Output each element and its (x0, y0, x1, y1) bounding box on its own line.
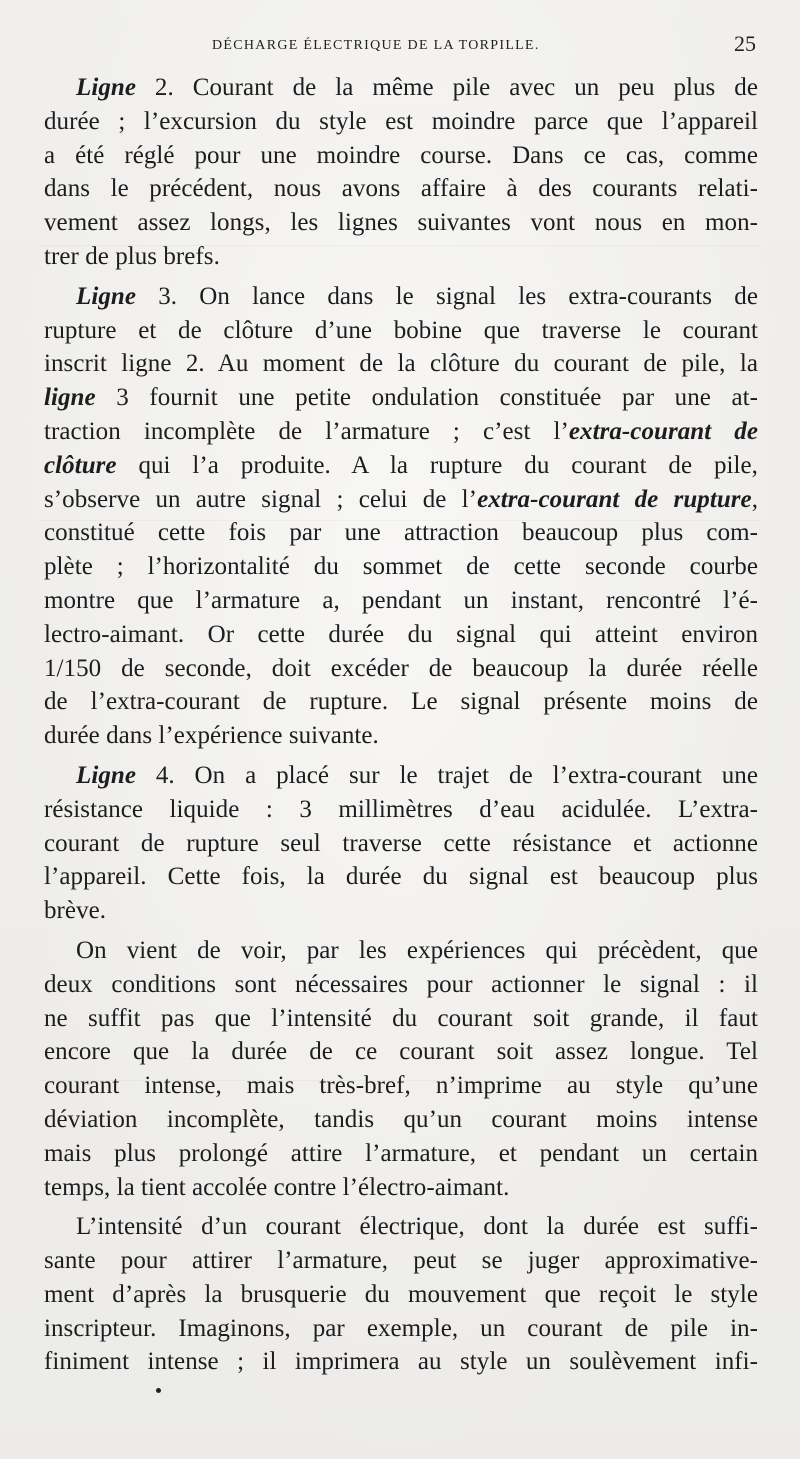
text-line (44, 685, 758, 719)
text-line (44, 550, 758, 584)
text-run: 4. On a placé sur le trajet de l’extra-courant une (135, 761, 758, 789)
text-run: de l’extra-courant de rupture. Le signal présente moins de (44, 688, 758, 716)
text-run: 3. On lance dans le signal les extra-courants de (135, 282, 758, 310)
text-line (44, 240, 758, 274)
text-line (44, 1035, 758, 1069)
text-line (44, 415, 758, 449)
text-run: 1/150 de seconde, doit excéder de beaucoup la durée réelle (44, 654, 758, 682)
text-run: rupture et de clôture d’une bobine que traverse le courant (44, 316, 758, 344)
text-line (44, 347, 758, 381)
text-line (44, 1312, 758, 1346)
text-run: 2. Courant de la même pile avec un peu plus de (135, 74, 758, 101)
text-run: montre que l’armature a, pendant un instant, rencontré l’é- (44, 586, 758, 614)
text-line (44, 280, 758, 314)
text-line (44, 1244, 758, 1278)
text-line (44, 719, 758, 753)
text-line (44, 1103, 758, 1137)
running-title: DÉCHARGE ÉLECTRIQUE DE LA TORPILLE. (212, 38, 540, 53)
text-line (44, 1278, 758, 1312)
text-line (44, 105, 758, 139)
italic-text: extra-courant de (568, 417, 759, 445)
text-line (44, 1002, 758, 1036)
text-run: finiment intense ; il imprimera au style un soulèvement infi- (44, 1348, 758, 1376)
italic-text: Ligne (76, 761, 136, 789)
text-line (44, 618, 758, 652)
italic-text: Ligne (76, 282, 136, 310)
text-run: a été réglé pour une moindre course. Dans ce cas, comme (44, 141, 758, 169)
text-line (44, 1345, 758, 1379)
text-line (44, 381, 758, 415)
text-line (44, 934, 758, 968)
italic-text: extra-courant de rupture (477, 485, 752, 513)
text-run: résistance liquide : 3 millimètres d’eau acidulée. L’extra- (44, 795, 758, 823)
text-run: dans le précédent, nous avons affaire à des courants relati- (44, 175, 758, 203)
italic-text: ligne (44, 384, 96, 412)
text-line (44, 894, 758, 928)
text-run: lectro-aimant. Or cette durée du signal qui atteint environ (44, 620, 758, 648)
text-run: qui l’a produite. A la rupture du courant de pile, (116, 451, 758, 479)
text-line (44, 71, 758, 105)
text-line (44, 139, 758, 173)
page-header (0, 30, 800, 60)
page-number: 25 (734, 31, 756, 56)
text-run: l’appareil. Cette fois, la durée du signal est beaucoup plus (44, 863, 758, 891)
italic-text: clôture (44, 451, 117, 479)
text-line (44, 759, 758, 793)
text-run: inscripteur. Imaginons, par exemple, un courant de pile in- (44, 1314, 758, 1342)
text-line (44, 1069, 758, 1103)
text-line (44, 652, 758, 686)
text-run: s’observe un autre signal ; celui de l’ (44, 485, 478, 513)
text-run: courant intense, mais très-bref, n’imprime au style qu’une (44, 1072, 758, 1100)
ink-speck (156, 1388, 161, 1393)
text-run: courant de rupture seul traverse cette résistance et actionne (44, 829, 758, 857)
text-line (44, 172, 758, 206)
text-run: , (751, 485, 759, 513)
text-line (44, 968, 758, 1002)
text-line (44, 206, 758, 240)
text-run: plète ; l’horizontalité du sommet de cette seconde courbe (44, 553, 758, 581)
text-line (44, 827, 758, 861)
text-run: L’intensité d’un courant électrique, dont la durée est suffi- (76, 1213, 758, 1241)
text-line (44, 1210, 758, 1244)
text-run: mais plus prolongé attire l’armature, et pendant un certain (44, 1139, 758, 1167)
text-run: ment d’après la brusquerie du mouvement que reçoit le style (44, 1280, 758, 1308)
text-run: inscrit ligne 2. Au moment de la clôture du courant de pile, la (44, 350, 758, 378)
text-run: ne suffit pas que l’intensité du courant soit grande, il faut (44, 1004, 758, 1032)
text-run: temps, la tient accolée contre l’électro-aimant. (44, 1173, 510, 1201)
text-run: durée dans l’expérience suivante. (44, 722, 379, 750)
text-run: sante pour attirer l’armature, peut se juger approximative- (44, 1247, 758, 1275)
text-run: déviation incomplète, tandis qu’un courant moins intense (44, 1105, 758, 1133)
text-line (44, 516, 758, 550)
text-run: trer de plus brefs. (44, 242, 220, 270)
text-run: constitué cette fois par une attraction beaucoup plus com- (44, 519, 758, 547)
text-line (44, 483, 758, 517)
text-line (44, 1137, 758, 1171)
text-run: deux conditions sont nécessaires pour actionner le signal : il (44, 970, 758, 998)
text-run: encore que la durée de ce courant soit assez longue. Tel (44, 1038, 758, 1066)
text-line (44, 584, 758, 618)
text-line (44, 860, 758, 894)
text-run: traction incomplète de l’armature ; c’est l’ (44, 417, 569, 445)
text-run: 3 fournit une petite ondulation constituée par une at- (95, 384, 758, 412)
text-line (44, 793, 758, 827)
text-line (44, 1171, 758, 1205)
body-text (44, 71, 758, 1379)
text-run: brève. (44, 897, 107, 925)
text-line (44, 314, 758, 348)
italic-text: Ligne (76, 74, 136, 101)
text-line (44, 449, 758, 483)
text-run: On vient de voir, par les expériences qui précèdent, que (76, 936, 758, 964)
text-run: vement assez longs, les lignes suivantes vont nous en mon- (44, 209, 758, 237)
text-run: durée ; l’excursion du style est moindre parce que l’appareil (44, 107, 758, 135)
